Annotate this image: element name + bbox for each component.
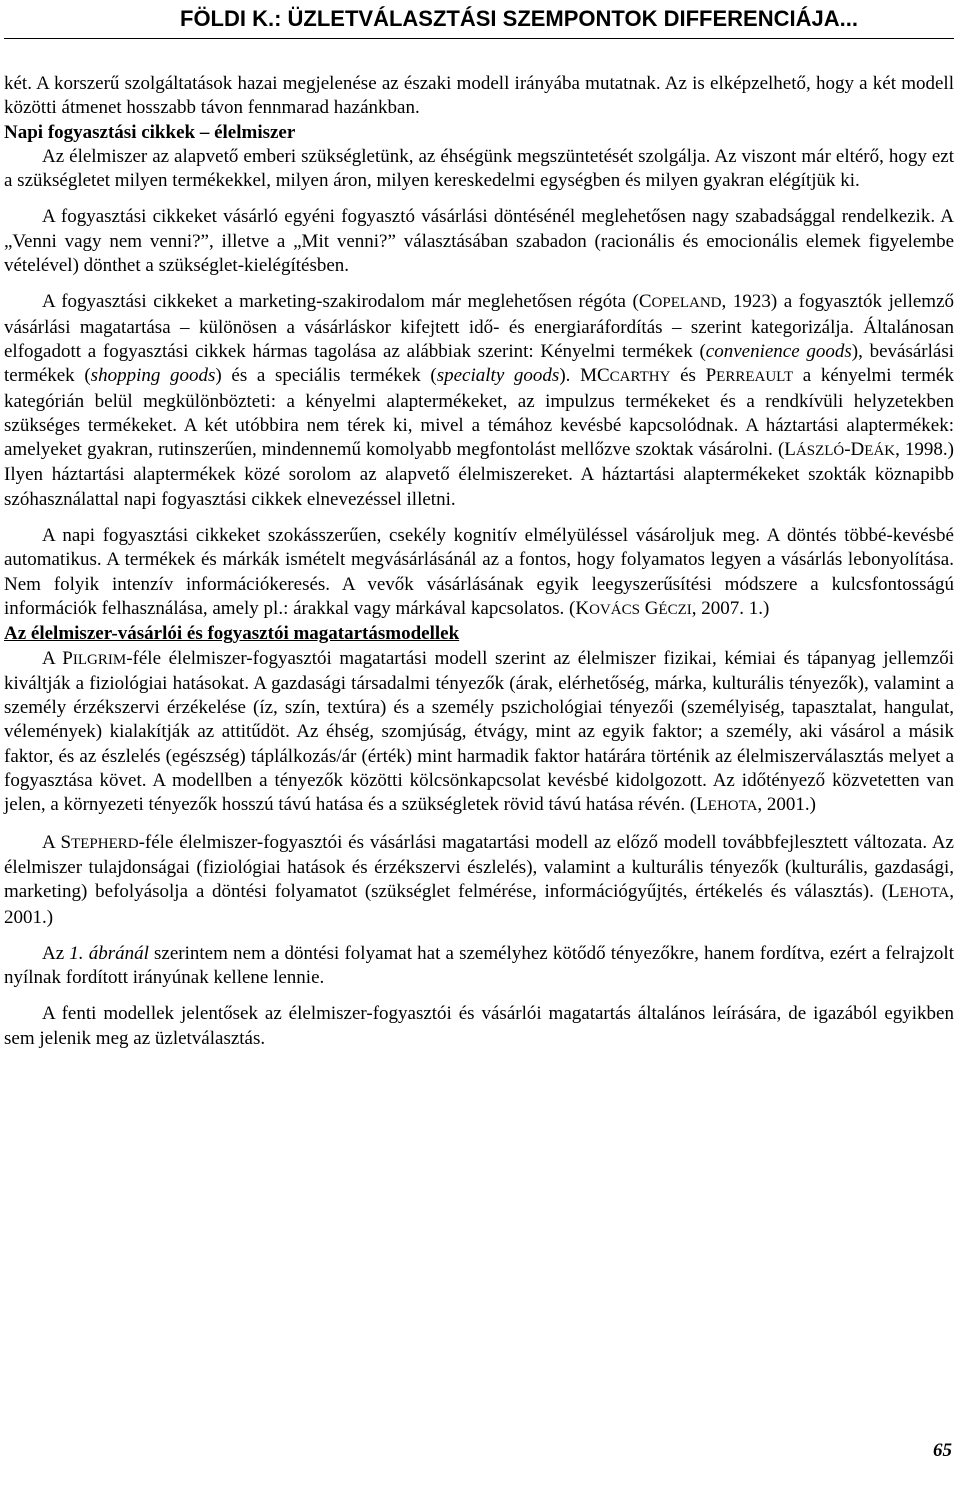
paragraph-3: A fogyasztási cikkeket vásárló egyéni fogyasztó vásárlási döntésénél meglehetősen nagy szabadsággal rendelkezik. A „Venni vagy nem venni?”, illetve a „Mit venni?” választásában szabadon (racionális és emocionális elemek figyelembe vételével) dönthet a szükséglet-kielégítésben. xyxy=(4,206,954,277)
paragraph-7 xyxy=(4,831,954,930)
term-convenience-goods: convenience goods xyxy=(705,340,852,362)
text-span: , 1923) a fogyasztók jellemző vásárlási magatartása – különösen a vásárláskor kifejtett idő- és energiaráfordítás – szerint kategorizálja. Általánosan elfogadott a fogyasztási cikkek hármas tagolása az alábbiak szerint: Kényelmi termékek ( xyxy=(4,291,954,362)
text-span: -féle élelmiszer-fogyasztói magatartási modell szerint az élelmiszer fizikai, kémiai és tápanyag jellemzői kiváltják a fiziológiai hatásokat. A gazdasági társadalmi tényezők (árak, elérhetőség, márka, kulturális tényezők), valamint a személy érzékszervi érzékelése (íz, szín, textúra) és a személy pszichológiai tényezői (személyiség, tapasztalat, hangulat, vélemények) kialakítják az attitűdöt. Az éhség, szomjúság, étvágy, mint az egyik faktor; a személy, aki vásárol a másik faktor, és az észlelés (egészség) táplálkozás/ár (érték) mint harmadik faktor határára történik az élelmiszerválasztás melyet a fogyasztása követ. A modellben a tényezők közötti kölcsönkapcsolat kevésbé kidolgozott. Az időtényező közvetetten van jelen, a környezeti tényezők hosszú távú hatása és a szükségletek rövid távú hatása révén. (L xyxy=(4,647,954,816)
paragraph-9: A fenti modellek jelentősek az élelmiszer-fogyasztói és vásárlói magatartás általános leírására, de igazából egyikben sem jelenik meg az üzletválasztás. xyxy=(4,1003,954,1049)
text-span: A fogyasztási cikkeket a marketing-szakirodalom már meglehetősen régóta (C xyxy=(42,291,652,313)
author-lehota: EHOTA xyxy=(707,798,758,815)
author-lehota: EHOTA xyxy=(899,885,950,902)
paragraph-6 xyxy=(4,647,954,819)
paragraph-8 xyxy=(4,942,954,991)
header-rule xyxy=(4,38,954,39)
paragraph-1: két. A korszerű szolgáltatások hazai megjelenése az északi modell irányába mutatnak. Az is elképzelhető, hogy a két modell közötti átmenet hosszabb távon fennmarad hazánkban. xyxy=(4,73,954,119)
author-pilgrim: ILGRIM xyxy=(72,651,127,668)
term-shopping-goods: shopping goods xyxy=(90,365,216,387)
text-span: -D xyxy=(844,439,865,461)
paragraph-2: Az élelmiszer az alapvető emberi szükségletünk, az éhségünk megszüntetését szolgálja. Az viszont már eltérő, hogy ezt a szükségletet milyen termékekkel, milyen áron, milyen kereskedelmi egységben és milyen gyakran elégítjük ki. xyxy=(4,145,954,192)
text-span: ), bevásárlási termékek ( xyxy=(4,340,954,387)
text-span: -féle élelmiszer-fogyasztói és vásárlási magatartási modell az előző modell továbbfejlesztett változata. Az élelmiszer tulajdonságai (fiziológiai hatások és érzékszervi észlelés), valamint a kulturális tényezők (kulturális, gazdasági, marketing) befolyásolja a döntési folyamatot (szükséglet felmérése, információgyűjtés, értékelés és választás). (L xyxy=(4,831,954,903)
author-deak: EÁK xyxy=(864,443,896,460)
body-text xyxy=(4,72,954,1051)
text-span: Az xyxy=(42,942,70,964)
author-mccarthy-c: C xyxy=(596,365,610,387)
paragraph-5 xyxy=(4,524,954,622)
section-heading: Az élelmiszer-vásárlói és fogyasztói magatartásmodellek xyxy=(4,623,460,645)
text-span: ) és a speciális termékek ( xyxy=(215,365,437,387)
text-span: és P xyxy=(670,365,717,387)
paragraph-4 xyxy=(4,290,954,512)
text-span: A P xyxy=(42,647,73,669)
author-perreault: ERREAULT xyxy=(716,369,794,386)
text-span: , 2007. 1.) xyxy=(691,597,770,619)
author-kovacs: OVÁCS xyxy=(589,601,640,618)
text-span: ). M xyxy=(559,365,597,387)
author-laszlo: ÁSZLÓ xyxy=(795,443,845,460)
text-span: A S xyxy=(42,831,72,853)
author-mccarthy: CARTHY xyxy=(609,369,671,386)
text-span: , 1998.) Ilyen háztartási alaptermékek közé sorolom az alapvető élelmiszereket. A háztartási alaptermékeket szokták köznapibb szóhasználattal napi fogyasztási cikkek elnevezéssel illetni. xyxy=(4,439,954,510)
author-geczi: ÉCZI xyxy=(658,601,692,618)
subheading-food: Napi fogyasztási cikkek – élelmiszer xyxy=(4,121,296,143)
text-span: G xyxy=(639,597,659,619)
author-copeland: OPELAND xyxy=(651,295,722,312)
running-header: FÖLDI K.: ÜZLETVÁLASZTÁSI SZEMPONTOK DIFFERENCIÁJA... xyxy=(180,6,858,31)
text-span: A napi fogyasztási cikkeket szokásszerűen, csekély kognitív elmélyüléssel vásároljuk meg. A döntés többé-kevésbé automatikus. A termékek és márkák ismételt megvásárlásánál az a fontos, hogy folyamatos legyen a vásárlás lebonyolítása. Nem folyik intenzív információkeresés. A vevők vásárlásának egyik leegyszerűsítési módszere a kulcsfontosságú információk felhasználása, amely pl.: árakkal vagy márkával kapcsolatos. (K xyxy=(4,525,954,619)
text-span: szerintem nem a döntési folyamat hat a személyhez kötődő tényezőkre, hanem fordítva, ezért a felrajzolt nyílnak fordított irányúnak kellene lennie. xyxy=(4,942,954,989)
figure-reference: 1. ábránál xyxy=(69,942,149,964)
term-specialty-goods: specialty goods xyxy=(436,365,560,387)
text-span: a kényelmi termék kategórián belül megkülönbözteti: a kényelmi alaptermékeket, az impulzus termékeket és a rendkívüli helyzetekben szükséges termékeket. A két utóbbira nem térek ki, mivel a témához kevésbé kapcsolódnak. A háztartási alaptermékek: amelyeket gyakran, rutinszerűen, mindennemű komolyabb megfontolást mellőzve szoktak vásárolni. (L xyxy=(4,365,954,461)
page-number: 65 xyxy=(933,1440,952,1461)
text-span: , 2001.) xyxy=(757,794,816,816)
text-span: , 2001.) xyxy=(4,881,954,928)
author-stepherd: TEPHERD xyxy=(71,835,139,852)
